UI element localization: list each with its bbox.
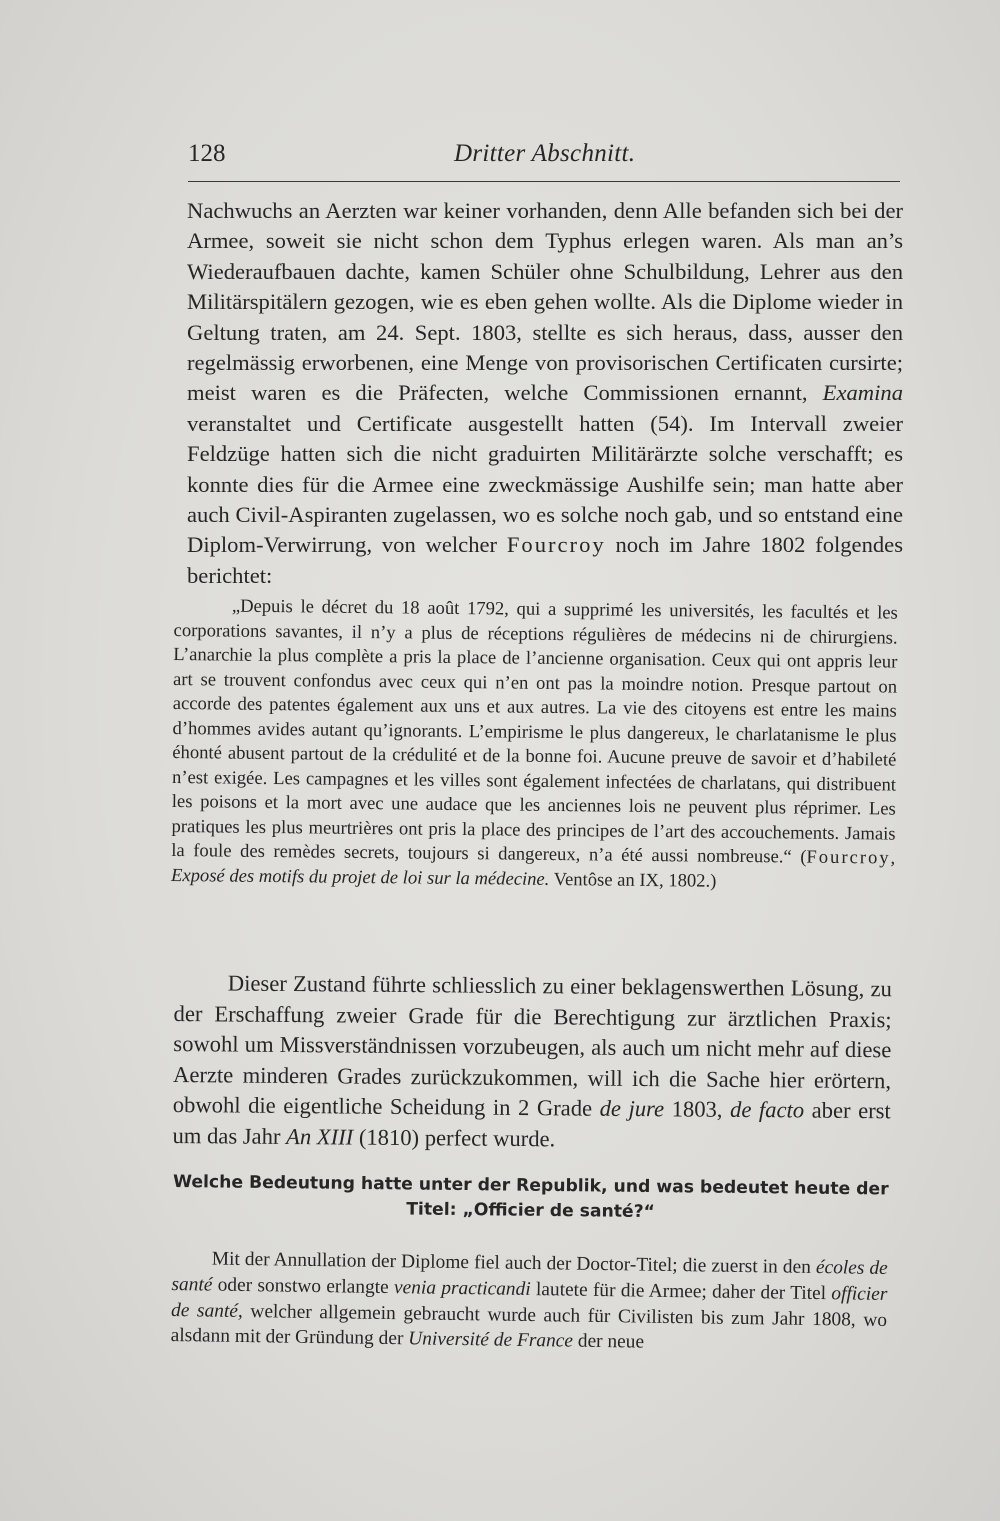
quotation-text bbox=[171, 594, 898, 896]
section-heading bbox=[171, 1170, 889, 1228]
paragraph-2-part-3: aber erst um das Jahr bbox=[172, 1097, 891, 1149]
paragraph-3-part-2: oder sonstwo erlangte bbox=[217, 1274, 389, 1298]
paragraph-2 bbox=[172, 968, 892, 1158]
paragraph-1-name-fourcroy: Fourcroy bbox=[506, 532, 606, 558]
paragraph-2-text bbox=[172, 968, 892, 1158]
paragraph-2-italic-de-facto: de facto bbox=[729, 1097, 805, 1123]
paragraph-2-part-4: (1810) perfect wurde. bbox=[358, 1124, 556, 1152]
section-heading-line-1: Welche Bedeutung hatte unter der Republik, und was bedeutet heute der bbox=[172, 1172, 889, 1200]
paragraph-2-italic-de-jure: de jure bbox=[599, 1096, 665, 1122]
paragraph-3-italic-universite: Université de France bbox=[408, 1328, 574, 1352]
paragraph-1-part-2: veranstaltet und Certificate ausgestellt hatten (54). Im Intervall zweier Feldzüge hatten sich die nicht graduirten Militärärzte solche verschafft; es konnte dies für die Armee eine zweckmässige Aushilfe sein; man hatte aber auch Civil-Aspiranten zugelassen, wo es solche noch gab, und so entstand eine Diplom-Verwirrung, von welcher bbox=[187, 410, 903, 558]
paragraph-3-italic-venia: venia practicandi bbox=[393, 1276, 531, 1300]
paragraph-1-part-1: Nachwuchs an Aerzten war keiner vorhanden, denn Alle befanden sich bei der Armee, soweit sie nicht schon dem Typhus erlegen waren. Als man an’s Wiederaufbauen dachte, kamen Schüler ohne Schulbildung, Lehrer aus den Militärspitälern gezogen, wie es eben gehen wollte. Als die Diplome wieder in Geltung traten, am 24. Sept. 1803, stellte es sich heraus, dass, ausser den regelmässig erworbenen, eine Menge von provisorischen Certificaten cursirte; meist waren es die Präfecten, welche Commissionen ernannt, bbox=[187, 198, 903, 406]
paragraph-1-italic-examina: Examina bbox=[822, 380, 903, 406]
paragraph-1-text bbox=[187, 196, 903, 591]
paragraph-2-italic-an-xiii: An XIII bbox=[286, 1123, 354, 1150]
quotation-source-title: Exposé des motifs du projet de loi sur la médecine. bbox=[170, 864, 550, 890]
paragraph-3 bbox=[171, 1246, 888, 1359]
quotation-author: Fourcroy bbox=[806, 846, 891, 869]
running-head: Dritter Abschnitt. bbox=[454, 140, 636, 167]
paragraph-3-part-5: der neue bbox=[577, 1331, 645, 1353]
paragraph-3-italic-ecoles: écoles de santé bbox=[171, 1256, 888, 1296]
paragraph-2-part-2: 1803, bbox=[671, 1096, 723, 1123]
page-number: 128 bbox=[188, 140, 226, 167]
section-heading-line-2: Titel: „Officier de santé?“ bbox=[406, 1199, 656, 1223]
page-header bbox=[188, 136, 900, 172]
quotation-comma: , bbox=[890, 847, 896, 869]
paragraph-3-part-1: Mit der Annullation der Diplome fiel auch der Doctor-Titel; die zuerst in den bbox=[211, 1248, 812, 1278]
paragraph-1 bbox=[187, 196, 903, 591]
paragraph-3-part-3: lautete für die Armee; daher der Titel bbox=[535, 1278, 827, 1304]
paragraph-3-italic-officier: officier de santé, bbox=[170, 1283, 888, 1322]
paragraph-3-part-4: welcher allgemein gebraucht wurde auch für Civilisten bis zum Jahr 1808, wo alsdann mit der Gründung der bbox=[170, 1300, 888, 1350]
paragraph-1-part-3: noch im Jahre 1802 folgendes berichtet: bbox=[187, 532, 904, 588]
quotation-source-date: Ventôse an IX, 1802.) bbox=[553, 868, 717, 892]
header-rule bbox=[188, 181, 900, 182]
paragraph-2-part-1: Dieser Zustand führte schliesslich zu einer beklagenswerthen Lösung, zu der Erschaffung zweier Grade für die Berechtigung zur ärztlichen Praxis; sowohl um Missverständnissen vorzubeugen, als auch um nicht mehr auf diese Aerzte minderen Grades zurückzukommen, will ich die Sache hier erörtern, obwohl die eigentliche Scheidung in 2 Grade bbox=[172, 970, 892, 1122]
paragraph-3-text bbox=[171, 1246, 888, 1359]
quotation-body: „Depuis le décret du 18 août 1792, qui a supprimé les universités, les facultés et les corporations savantes, il n’y a plus de réceptions régulières de médecins ni de chirurgiens. L’anarchie la plus complète a pris la place de l’ancienne organisation. Ceux qui ont appris leur art se trouvent confondus avec ceux qui n’en ont pas la moindre notion. Presque partout on accorde des patentes également aux uns et aux autres. La vie des citoyens est entre les mains d’hommes avides autant qu’ignorants. L’empirisme le plus dangereux, le charlatanisme le plus éhonté abusent partout de la crédulité et de la bonne foi. Aucune preuve de savoir et d’habileté n’est exigée. Les campagnes et les villes sont également infectées de charlatans, qui distribuent les poisons et la mort avec une audace que les anciennes lois ne peuvent plus réprimer. Les pratiques les plus meurtrières ont pris la place des principes de l’art des accouchements. Jamais la foule des remèdes secrets, toujours si dangereux, n’a été aussi nombreuse.“ ( bbox=[171, 595, 898, 868]
french-quotation bbox=[171, 594, 898, 896]
